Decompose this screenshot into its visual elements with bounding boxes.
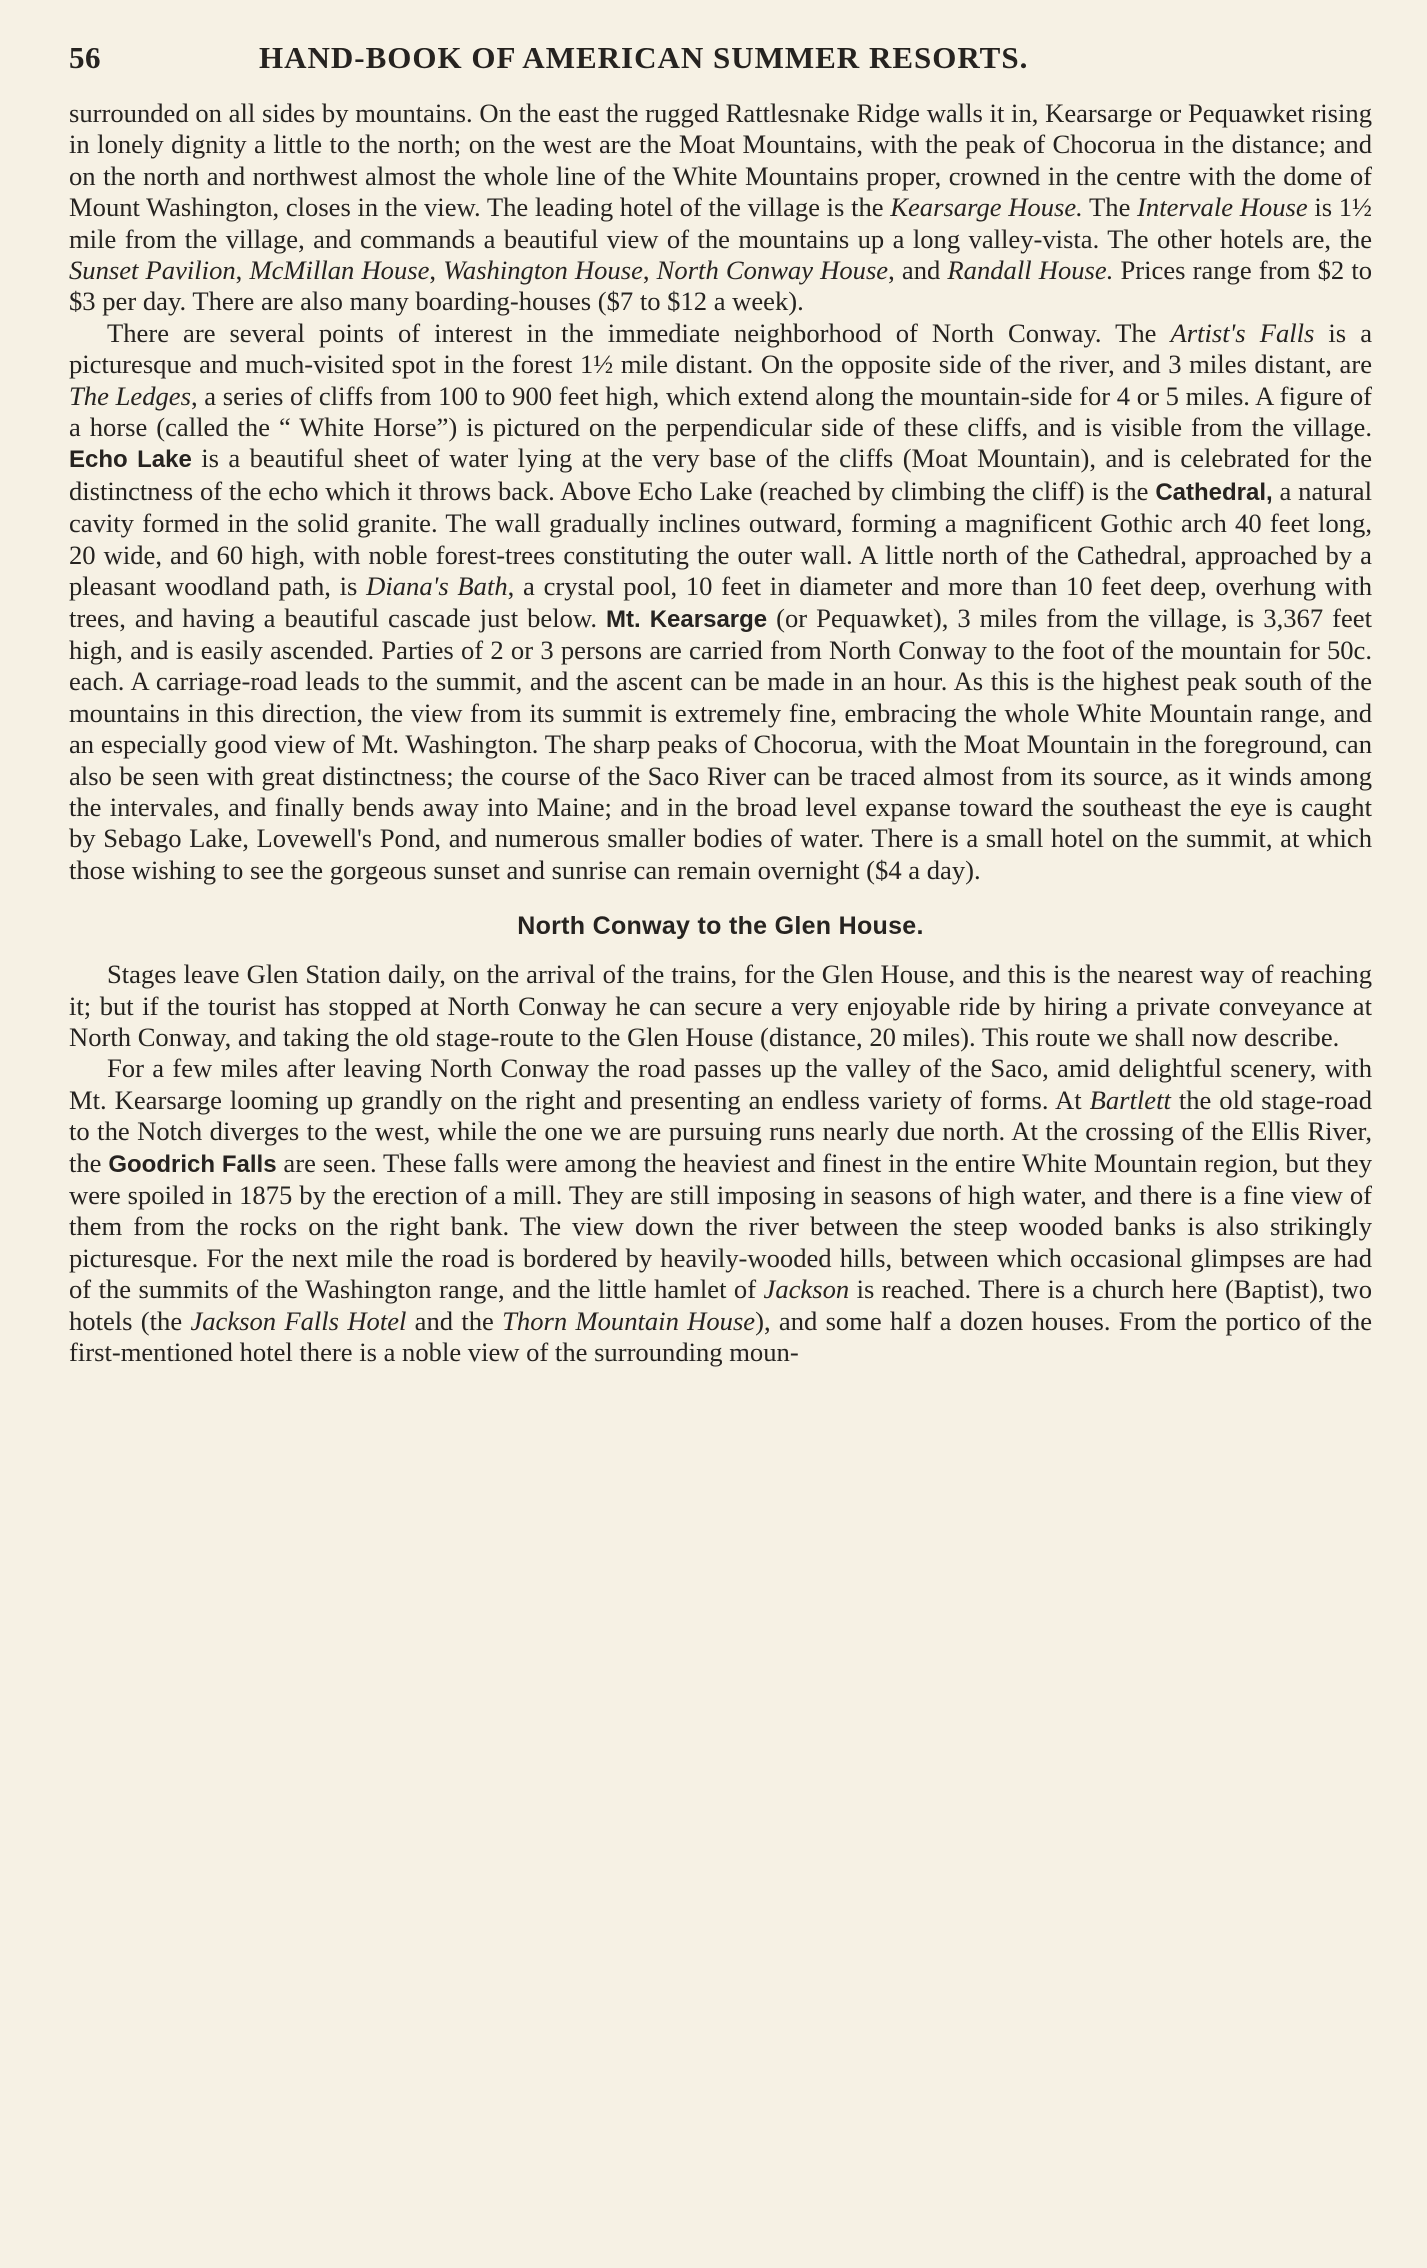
place-name-bold: Goodrich Falls: [108, 1150, 277, 1178]
section-heading: North Conway to the Glen House.: [517, 912, 924, 941]
place-name-bold: Cathedral,: [1155, 478, 1273, 506]
text-run: surrounded on all sides by mountains. On the east the rugged Rattlesnake Ridge walls it in, Kearsarge or Pequawket rising in lonely dignity a little to the north; on the west are the Moat Mountains, with the peak of Chocorua in the distance; and on the north and northwest almost the whole line of the White Mountains proper, crowned in the centre with the dome of Mount Washington, closes in the view. The leading hotel of the village is the: [69, 98, 1372, 223]
body-text: [69, 98, 1372, 1368]
paragraph-2: [69, 318, 1372, 886]
hotel-name: Kearsarge House.: [890, 192, 1083, 223]
hotel-name: Intervale House: [1137, 192, 1308, 223]
text-run: is 1½ mile from the village, and commands a beautiful view of the mountains up a long valley-vista. The other hotels are, the: [69, 192, 1373, 254]
hotel-name: Jackson Falls Hotel: [190, 1305, 407, 1336]
text-run: , and: [888, 255, 948, 286]
paragraph-3: [69, 959, 1372, 1053]
page-number: 56: [69, 40, 101, 75]
place-name-bold: Echo Lake: [69, 446, 192, 474]
place-name: Diana's Bath: [366, 571, 508, 602]
hotel-name: North Conway House: [656, 255, 889, 286]
text-run: For a few miles after leaving North Conway the road passes up the valley of the Saco, amid delightful scenery, with Mt. Kearsarge looming up grandly on the right and presenting an endless variety of forms. At: [69, 1053, 1372, 1115]
hotel-name: Thorn Mountain House: [502, 1305, 756, 1336]
hotel-name: Sunset Pavilion: [69, 255, 236, 286]
text-run: are seen. These falls were among the heaviest and finest in the entire White Mountain region, but they were spoiled in 1875 by the erection of a mill. They are still imposing in seasons of high water, and there is a fine view of them from the rocks on the right bank. The view down the river between the steep wooded banks is also strikingly picturesque. For the next mile the road is bordered by heavily-wooded hills, between which occasional glimpses are had of the summits of the Washington range, and the little hamlet of: [69, 1147, 1373, 1305]
hotel-name: Randall House.: [947, 255, 1114, 286]
text-run: , a series of cliffs from 100 to 900 feet high, which extend along the mountain-side for 4 or 5 miles. A figure of a horse (called the “ White Horse”) is pictured on the perpendicular side of these cliffs, and is visible from the village.: [69, 380, 1372, 443]
text-run: ), and some half a dozen houses. From the portico of the first-mentioned hotel there is a noble view of the surrounding moun-: [69, 1305, 1372, 1368]
paragraph-4: [69, 1053, 1372, 1368]
place-name: Artist's Falls: [1170, 317, 1315, 348]
text-run: Stages leave Glen Station daily, on the arrival of the trains, for the Glen House, and this is the nearest way of reaching it; but if the tourist has stopped at North Conway he can secure a very enjoyable ride by hiring a private conveyance at North Conway, and taking the old stage-route to the Glen House (distance, 20 miles). This route we shall now describe.: [69, 959, 1372, 1052]
running-head: [69, 40, 1372, 76]
place-name: Bartlett: [1089, 1084, 1171, 1115]
text-run: a natural cavity formed in the solid granite. The wall gradually inclines outward, forming a magnificent Gothic arch 40 feet long, 20 wide, and 60 high, with noble forest-trees constituting the outer wall. A little north of the Cathedral, approached by a pleasant woodland path, is: [69, 475, 1373, 602]
place-name: The Ledges: [69, 380, 191, 411]
text-run: ,: [235, 255, 250, 286]
paragraph-1: [69, 98, 1372, 318]
text-run: , a crystal pool, 10 feet in diameter and more than 10 feet deep, overhung with trees, and having a beautiful cascade just below.: [69, 571, 1373, 633]
text-run: There are several points of interest in the immediate neighborhood of North Conway. The: [107, 317, 1171, 348]
hotel-name: Washington House: [443, 255, 643, 286]
hotel-name: McMillan House: [249, 255, 430, 286]
text-run: Prices range from $2 to $3 per day. There are also many boarding-houses ($7 to $12 a week).: [69, 255, 1373, 317]
text-run: is a beautiful sheet of water lying at the very base of the cliffs (Moat Mountain), and is celebrated for the distinctness of the echo which it throws back. Above Echo Lake (reached by climbing the cliff) is the: [69, 443, 1373, 506]
text-run: the old stage-road to the Notch diverges to the west, while the one we are pursuing runs nearly due north. At the crossing of the Ellis River, the: [69, 1084, 1372, 1178]
place-name-bold: Mt. Kearsarge: [606, 605, 768, 633]
text-run: ,: [429, 255, 444, 286]
text-run: (or Pequawket), 3 miles from the village, is 3,367 feet high, and is easily ascended. Parties of 2 or 3 persons are carried from North Conway to the foot of the mountain for 50c. each. A carriage-road leads to the summit, and the ascent can be made in an hour. As this is the highest peak south of the mountains in this direction, the view from its summit is extremely fine, embracing the whole White Mountain range, and an especially good view of Mt. Washington. The sharp peaks of Chocorua, with the Moat Mountain in the foreground, can also be seen with great distinctness; the course of the Saco River can be traced almost from its source, as it winds among the intervales, and finally bends away into Maine; and in the broad level expanse toward the southeast the eye is caught by Sebago Lake, Lovewell's Pond, and numerous smaller bodies of water. There is a small hotel on the summit, at which those wishing to see the gorgeous sunset and sunrise can remain overnight ($4 a day).: [69, 602, 1372, 885]
place-name: Jackson: [763, 1274, 850, 1305]
text-run: ,: [642, 255, 657, 286]
text-run: is reached. There is a church here (Baptist), two hotels (the: [69, 1274, 1372, 1336]
text-run: is a picturesque and much-visited spot in the forest 1½ mile distant. On the opposite side of the river, and 3 miles distant, are: [69, 317, 1372, 380]
text-run: and the: [406, 1305, 503, 1336]
running-title: HAND-BOOK OF AMERICAN SUMMER RESORTS.: [259, 40, 1029, 75]
text-run: The: [1082, 192, 1138, 223]
